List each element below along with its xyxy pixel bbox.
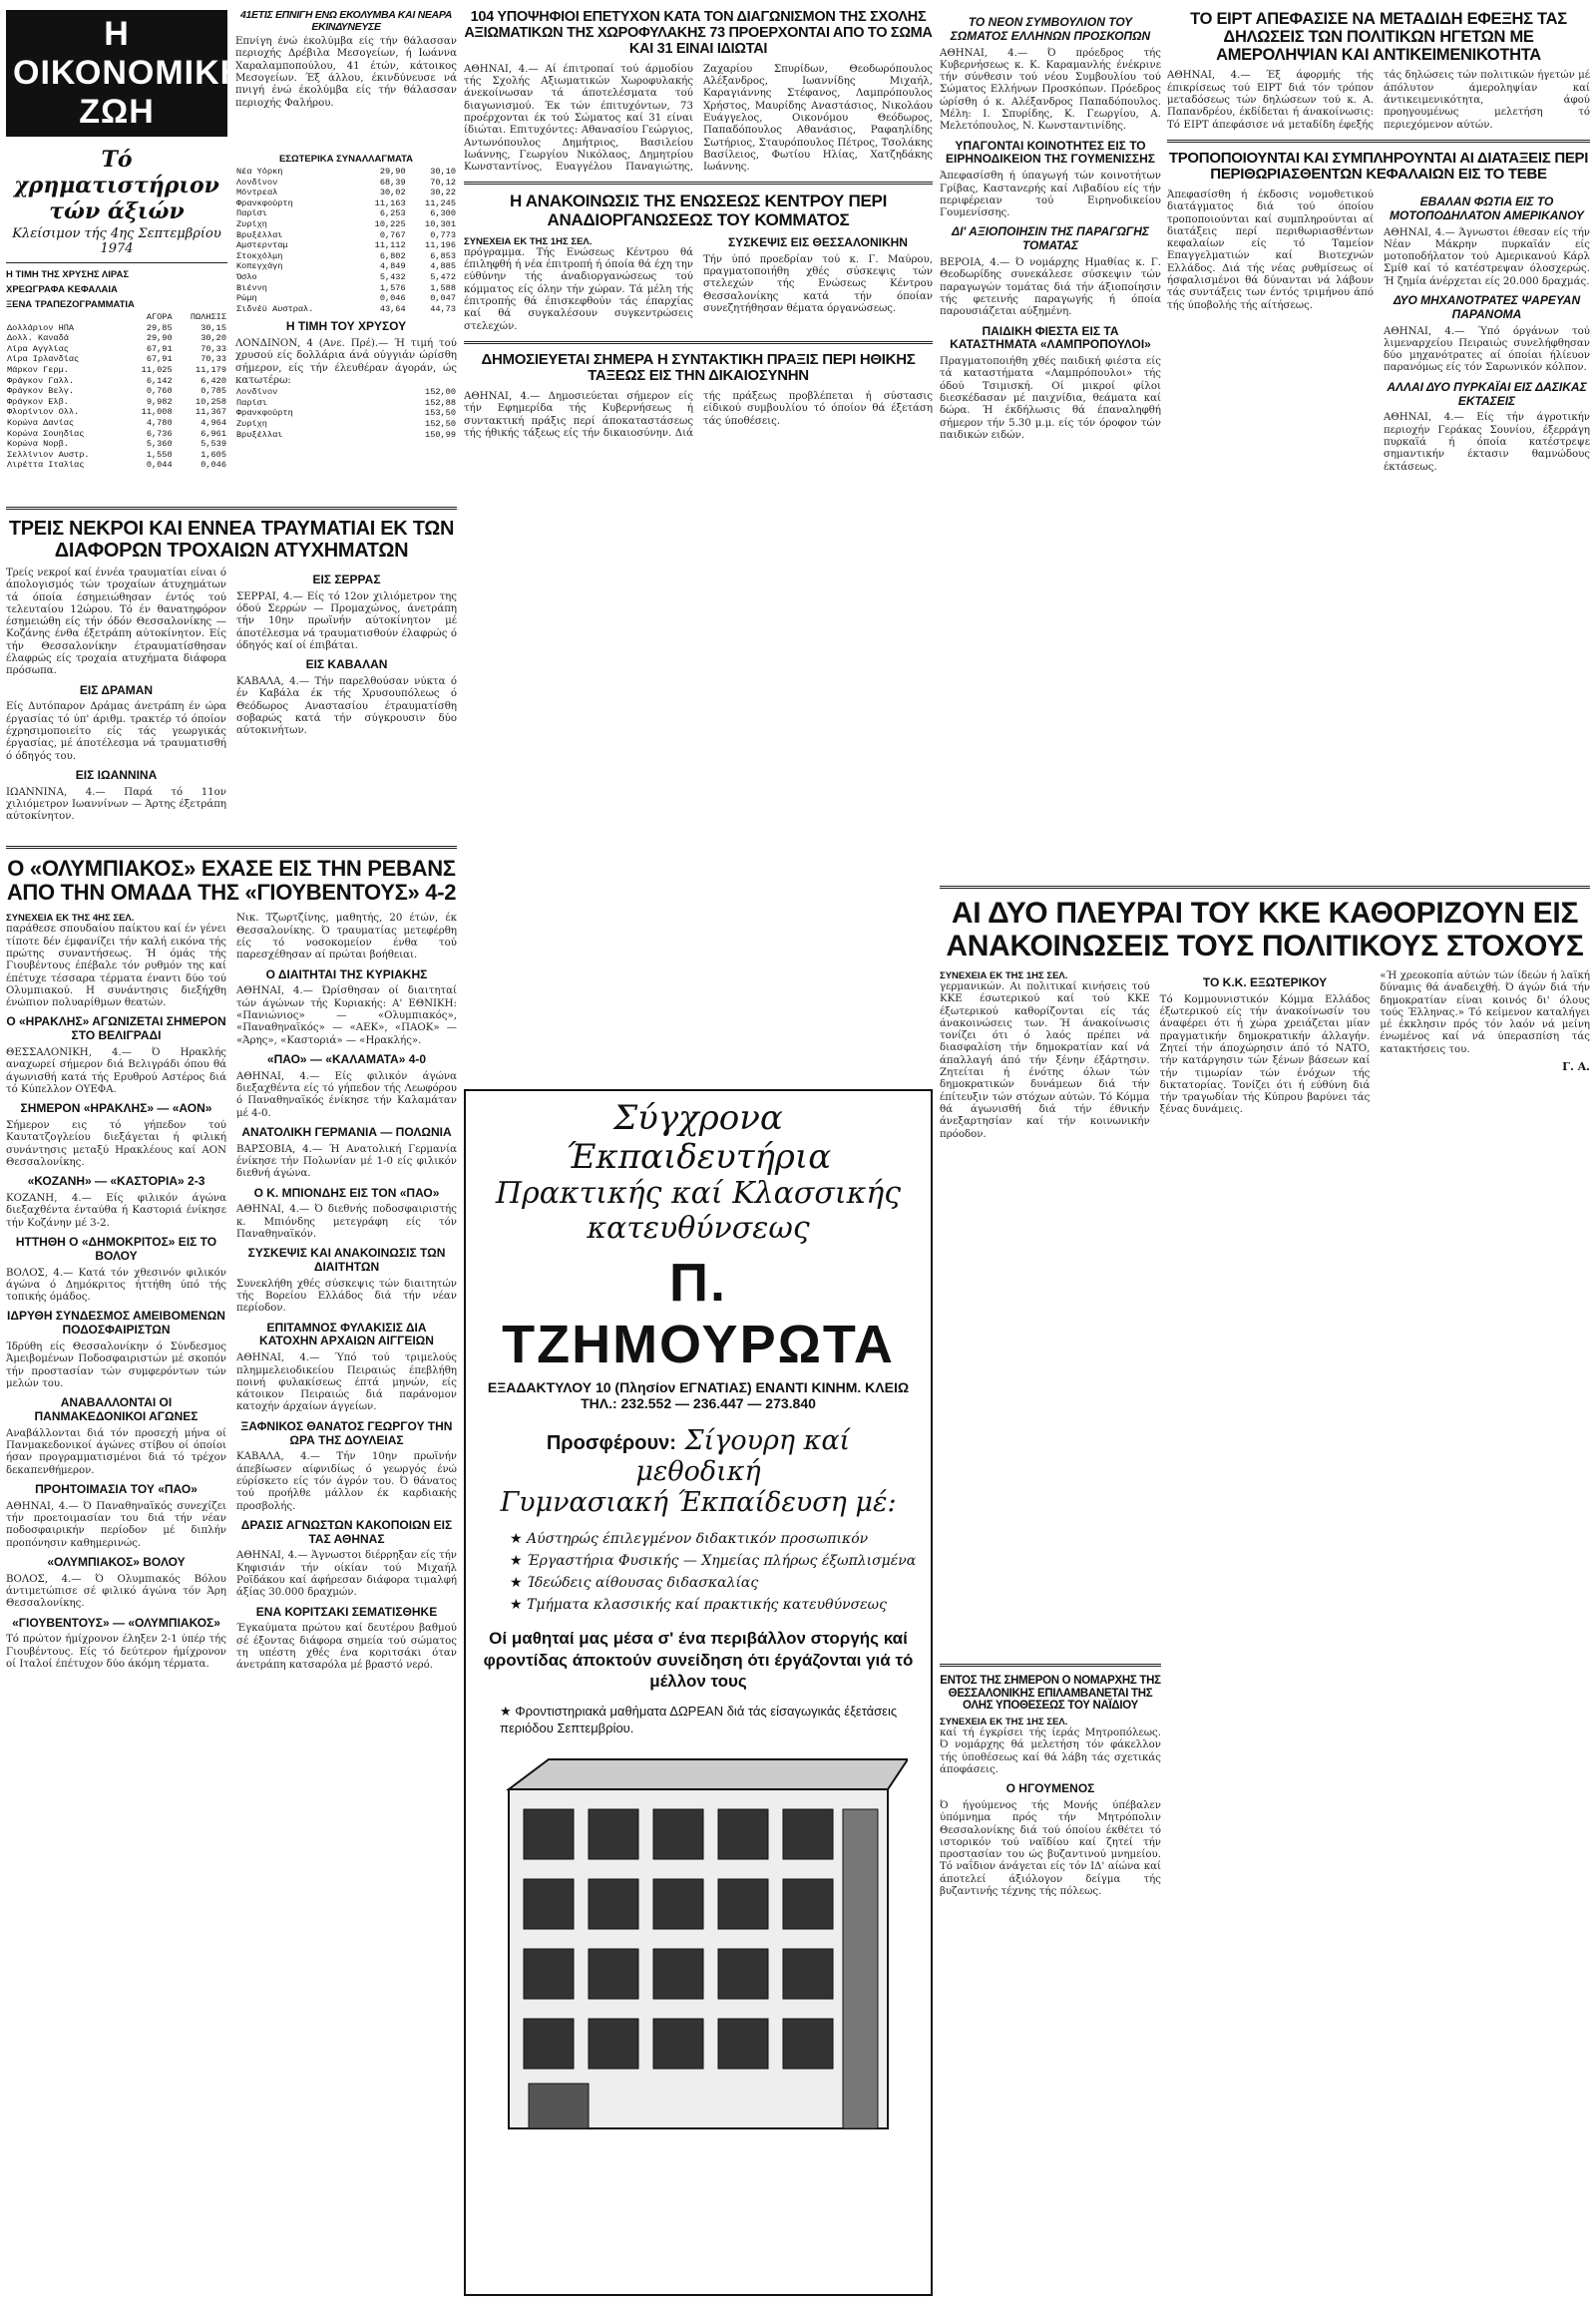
- school-building-illustration: [489, 1749, 908, 2148]
- exchange-row: Αμστερνταμ 11,112 11,196: [236, 240, 456, 251]
- gold-price-row: Ζυρίχη 152,50: [236, 419, 456, 430]
- ad-phones: ΤΗΛ.: 232.552 — 236.447 — 273.840: [581, 1395, 816, 1412]
- exchange-row: Παρίσι 6,253 6,300: [236, 208, 456, 219]
- ad-free-lessons: ★ Φροντιστηριακά μαθήματα ΔΩΡΕΑΝ διά τάς είσαγωγικάς έξετάσεις περιόδου Σεπτεμβρίου.: [500, 1704, 898, 1735]
- accidents-sub-serres: ΕΙΣ ΣΕΡΡΑΣ: [312, 573, 381, 586]
- exchange-row: Φρανκφούρτη 11,163 11,245: [236, 197, 456, 208]
- trawlers-headline: ΔΥΟ ΜΗΧΑΝΟΤΡΑΤΕΣ ΨΑΡΕΥΑΝ ΠΑΡΑΝΟΜΑ: [1393, 292, 1581, 321]
- column-two-briefs: 41ΕΤΙΣ ΕΠΝΙΓΗ ΕΝΩ ΕΚΟΛΥΜΒΑ ΚΑΙ ΝΕΑΡΑ ΕΚΙΝΔΥΝΕΥΣΕ Επνίγη ένώ έκολύμβα είς τήν θάλασσαν περιοχής Δρέβιλα Μεσογείων, ή Ιωάννα Χαραλαμποπούλου, 41 έτών, κάτοικος Μεσογείων. Έξ άλλου, έκινδύνευσε νά πνιγή ένώ έκολύμβα είς τήν θάλασσαν περιοχής Φαλήρου.: [235, 9, 457, 109]
- column-four-briefs: ΤΟ ΝΕΟΝ ΣΥΜΒΟΥΛΙΟΝ ΤΟΥ ΣΩΜΑΤΟΣ ΕΛΛΗΝΩΝ ΠΡΟΣΚΟΠΩΝ ΑΘΗΝΑΙ, 4.— Ό πρόεδρος τής Κυβερνήσεως κ. Κ. Καραμανλής ένέκρινε τήν σύνθεσιν τού νέου Συμβουλίου τού Σώματος Ελλήνων Προσκόπων. Πρόεδρος ώρίσθη ό κ. Αλέξανδρος Παπαδόπουλος. Μέλη: Ι. Σπυρίδης, Κ. Γεωργίου, Α. Μελετόπουλος, Ν. Κωνσταντινίδης. ΥΠΑΓΟΝΤΑΙ ΚΟΙΝΟΤΗΤΕΣ ΕΙΣ ΤΟ ΕΙΡΗΝΟΔΙΚΕΙΟΝ ΤΗΣ ΓΟΥΜΕΝΙΣΣΗΣ Άπεφασίσθη ή ύπαγωγή τών κοινοτήτων Γρίβας, Καστανερής καί Λιβαδίου είς τήν περιφέρειαν τού Ειρηνοδικείου Γουμενίσσης. ΔΙ' ΑΞΙΟΠΟΙΗΣΙΝ ΤΗΣ ΠΑΡΑΓΩΓΗΣ ΤΟΜΑΤΑΣ ΒΕΡΟΙΑ, 4.— Ό νομάρχης Ημαθίας κ. Γ. Θεοδωρίδης συνεκάλεσε σύσκεψιν τών παραγωγών τομάτας διά τήν άξιοποίησιν τής φετεινής παραγωγής ή όποία παρουσιάζεται αύξημένη. ΠΑΙΔΙΚΗ ΦΙΕΣΤΑ ΕΙΣ ΤΑ ΚΑΤΑΣΤΗΜΑΤΑ «ΛΑΜΠΡΟΠΟΥΛΟΙ» Πραγματοποιήθη χθές παιδική φιέστα είς τά καταστήματα «Λαμπρόπουλοι» τής όδού Τσιμισκή. Οί μικροί φίλοι διεσκέδασαν μέ παιχνίδια, θεάματα καί δώρα. Ή έκδήλωσις θά έπαναληφθή σήμερον τήν 5.30 μ.μ. είς τόν όροφον τών παιδικών ειδών.: [940, 15, 1161, 441]
- foreign-note-row: Δολλ. Καναδά 29,90 30,20: [7, 333, 226, 344]
- olympiakos-headline: Ο «ΟΛΥΜΠΙΑΚΟΣ» ΕΧΑΣΕ ΕΙΣ ΤΗΝ ΡΕΒΑΝΣ ΑΠΟ ΤΗΝ ΟΜΑΔΑ ΤΗΣ «ΓΙΟΥΒΕΝΤΟΥΣ» 4-2: [6, 856, 457, 906]
- nomarch-headline: ΕΝΤΟΣ ΤΗΣ ΣΗΜΕΡΟΝ Ο ΝΟΜΑΡΧΗΣ ΤΗΣ ΘΕΣΣΑΛΟΝΙΚΗΣ ΕΠΙΛΑΜΒΑΝΕΤΑΙ ΤΗΣ ΟΛΗΣ ΥΠΟΘΕΣΕΩΣ ΤΟΥ ΝΑΪΔΙΟΥ: [940, 1675, 1161, 1713]
- gold-price-row: Βρυξέλλαι 150,99: [236, 429, 456, 440]
- foreign-note-row: Φράγκον Ελβ. 9,982 10,258: [7, 396, 226, 407]
- exchange-row: Ρώμη 0,046 0,047: [236, 293, 456, 304]
- wildfires-headline: ΑΛΛΑΙ ΔΥΟ ΠΥΡΚΑΪΑΙ ΕΙΣ ΔΑΣΙΚΑΣ ΕΚΤΑΣΕΙΣ: [1387, 379, 1587, 408]
- exchange-column: [235, 150, 457, 440]
- kke-article: ΑΙ ΔΥΟ ΠΛΕΥΡΑΙ ΤΟΥ ΚΚΕ ΚΑΘΟΡΙΖΟΥΝ ΕΙΣ ΑΝΑΚΟΙΝΩΣΕΙΣ ΤΟΥΣ ΠΟΛΙΤΙΚΟΥΣ ΣΤΟΧΟΥΣ ΣΥΝΕΧΕΙΑ ΕΚ ΤΗΣ 1ΗΣ ΣΕΛ. γερμανικών. Αι πολιτικαί κινήσεις τού ΚΚΕ έσωτερικού καί τού ΚΚΕ έξωτερικού καθορίζονται είς τάς άνακοινώσεις των. Ή άνακοίνωσις τονίζει ότι ό λαός πρέπει νά διασφαλίση τήν δημοκρατίαν καί νά άπαλλαγή άπό τήν ξένην έξάρτησιν. Ζητείται ή ένότης όλων τών δημοκρατικών δυνάμεων διά τήν έπίτευξιν τών στόχων αύτών. Τό Κόμμα θά άγωνισθή διά τήν έθνικήν άνεξαρτησίαν καί τήν κοινωνικήν πρόοδον. ΤΟ Κ.Κ. ΕΞΩΤΕΡΙΚΟΥ Τό Κομμουνιστικόν Κόμμα Ελλάδος έξωτερικού είς τήν άνακοίνωσίν του άναφέρει ότι ή χώρα χρειάζεται μίαν πραγματικήν δημοκρατικήν άλλαγήν. Ζητεί τήν άποχώρησιν άπό τό ΝΑΤΟ, τήν κατάργησιν τών ξένων βάσεων καί τήν τιμωρίαν τών ένόχων τής δικτατορίας. Τονίζει ότι ή εύθύνη διά τήν τραγωδίαν τής Κύπρου βαρύνει τάς ξένας δυνάμεις. «Ή χρεοκοπία αύτών τών ίδεών ή λαϊκή δύναμις θά άναδειχθή. Ό άγών διά τήν δημοκρατίαν είναι κοινός δι' όλους τούς Έλληνας.» Τό κείμενον καταλήγει μέ έκκλησιν πρός τόν λαόν νά μείνη ένωμένος καί νά ύπερασπίση τάς κατακτήσεις του. Γ. Α.: [940, 878, 1590, 1141]
- foreign-note-row: Δολλάριον ΗΠΑ 29,85 30,15: [7, 322, 226, 333]
- foreign-note-row: Λίρα Αγγλίας 67,91 70,33: [7, 343, 226, 354]
- accidents-headline: ΤΡΕΙΣ ΝΕΚΡΟΙ ΚΑΙ ΕΝΝΕΑ ΤΡΑΥΜΑΤΙΑΙ ΕΚ ΤΩΝ ΔΙΑΦΟΡΩΝ ΤΡΟΧΑΙΩΝ ΑΤΥΧΗΜΑΤΩΝ: [8, 518, 455, 562]
- exchange-row: Ζυρίχη 10,225 10,301: [236, 218, 456, 229]
- foreign-note-row: Λίρα Ιρλανδίας 67,91 70,33: [7, 354, 226, 365]
- fiesta-headline: ΠΑΙΔΙΚΗ ΦΙΕΣΤΑ ΕΙΣ ΤΑ ΚΑΤΑΣΤΗΜΑΤΑ «ΛΑΜΠΡΟΠΟΥΛΟΙ»: [950, 323, 1151, 352]
- fire-headline: ΕΒΑΛΑΝ ΦΩΤΙΑ ΕΙΣ ΤΟ ΜΟΤΟΠΟΔΗΛΑΤΟΝ ΑΜΕΡΙΚΑΝΟΥ: [1390, 193, 1584, 222]
- ad-environment-text: Οί μαθηταί μας μέσα σ' ένα περιβάλλον στοργής καί φροντίδας άποκτούν συνείδηση ότι έργάζονται γιά τό μέλλον τους: [483, 1629, 914, 1691]
- gold-price-title: Η ΤΙΜΗ ΤΟΥ ΧΡΥΣΟΥ: [285, 319, 407, 334]
- exchange-table: [235, 167, 457, 314]
- foreign-notes-title: ΞΕΝΑ ΤΡΑΠΕΖΟΓΡΑΜΜΑΤΙΑ: [6, 299, 135, 310]
- eirt-article: ΤΟ ΕΙΡΤ ΑΠΕΦΑΣΙΣΕ ΝΑ ΜΕΤΑΔΙΔΗ ΕΦΕΞΗΣ ΤΑΣ ΔΗΛΩΣΕΙΣ ΤΩΝ ΠΟΛΙΤΙΚΩΝ ΗΓΕΤΩΝ ΜΕ ΑΜΕΡΟΛΗΨΙΑΝ ΚΑΙ ΑΝΤΙΚΕΙΜΕΝΙΚΟΤΗΤΑ ΑΘΗΝΑΙ, 4.— Έξ άφορμής τής έπικρίσεως τού ΕΙΡΤ διά τόν τρόπον μεταδόσεως τών δηλώσεων τού κ. Α. Παπανδρέου, έκδίδεται ή άνακοίνωσις: Τό ΕΙΡΤ άπεφάσισε νά μεταδίδη έφεξής τάς δηλώσεις τών πολιτικών ήγετών μέ άπόλυτον άμεροληψίαν καί άντικειμενικότητα, άφού προηγουμένως μελετήση τό περιεχόμενον αύτών. ΤΡΟΠΟΠΟΙΟΥΝΤΑΙ ΚΑΙ ΣΥΜΠΛΗΡΟΥΝΤΑΙ ΑΙ ΔΙΑΤΑΞΕΙΣ ΠΕΡΙ ΠΕΡΙΘΩΡΙΑΣΘΕΝΤΩΝ ΚΕΦΑΛΑΙΩΝ ΕΙΣ ΤΟ ΤΕΒΕ Άπεφασίσθη ή έκδοσις νομοθετικού διατάγματος διά τού όποίου τροποποιούνται καί συμπληρούνται αί διατάξεις περί περιθωριασθέντων κεφαλαίων είς τό Ταμείον Επαγγελματιών καί Βιοτεχνών Ελλάδος. Διά τής νέας ρυθμίσεως οί ήσφαλισμένοι θά δύνανται νά λάβουν τάς συντάξεις των έντός τριμήνου άπό τής ύποβολής τής αίτήσεως. ΕΒΑΛΑΝ ΦΩΤΙΑ ΕΙΣ ΤΟ ΜΟΤΟΠΟΔΗΛΑΤΟΝ ΑΜΕΡΙΚΑΝΟΥ ΑΘΗΝΑΙ, 4.— Άγνωστοι έθεσαν είς τήν Νέαν Μάκρην πυρκαϊάν είς μοτοποδήλατον τού Αμερικανού Κάρλ Σμίθ καί τό κατέστρεψαν όλοσχερώς. Ή ζημία άνέρχεται είς 20.000 δραχμάς. ΔΥΟ ΜΗΧΑΝΟΤΡΑΤΕΣ ΨΑΡΕΥΑΝ ΠΑΡΑΝΟΜΑ ΑΘΗΝΑΙ, 4.— Ύπό όργάνων τού λιμεναρχείου Πειραιώς συνελήφθησαν δύο μηχανότρατες αί όποίαι ήλίευον παρανόμως είς τόν Σαρωνικόν κόλπον. ΑΛΛΑΙ ΔΥΟ ΠΥΡΚΑΪΑΙ ΕΙΣ ΔΑΣΙΚΑΣ ΕΚΤΑΣΕΙΣ ΑΘΗΝΑΙ, 4.— Είς τήν άγροτικήν περιοχήν Γεράκας Σουνίου, έξερράγη πυρκαϊά ή όποία κατέστρεψε σημαντικήν έκτασιν θαμνώδους έκτάσεως.: [1167, 10, 1590, 473]
- foreign-note-row: Φράγκον Γαλλ. 6,142 6,420: [7, 375, 226, 386]
- gold-price-row: Λονδίνον 152,00: [236, 387, 456, 398]
- foreign-note-row: Φλορίνιον Ολλ. 11,008 11,367: [7, 407, 226, 418]
- justice-act-headline: ΔΗΜΟΣΙΕΥΕΤΑΙ ΣΗΜΕΡΑ Η ΣΥΝΤΑΚΤΙΚΗ ΠΡΑΞΙΣ ΠΕΡΙ ΗΘΙΚΗΣ ΤΑΞΕΩΣ ΕΙΣ ΤΗΝ ΔΙΚΑΙΟΣΥΝΗΝ: [481, 350, 916, 385]
- foreign-note-row: Λιρέττα Ιταλίας 0,044 0,046: [7, 460, 226, 471]
- foreign-note-row: Μάρκον Γερμ. 11,025 11,179: [7, 364, 226, 375]
- foreign-note-row: Κορώνα Δανίας 4,780 4,964: [7, 417, 226, 428]
- exchange-row: Βρυξέλλαι 0,767 0,773: [236, 229, 456, 240]
- tebe-headline: ΤΡΟΠΟΠΟΙΟΥΝΤΑΙ ΚΑΙ ΣΥΜΠΛΗΡΟΥΝΤΑΙ ΑΙ ΔΙΑΤΑΞΕΙΣ ΠΕΡΙ ΠΕΡΙΘΩΡΙΑΣΘΕΝΤΩΝ ΚΕΦΑΛΑΙΩΝ ΕΙΣ ΤΟ ΤΕΒΕ: [1168, 149, 1589, 184]
- olympiakos-article: Ο «ΟΛΥΜΠΙΑΚΟΣ» ΕΧΑΣΕ ΕΙΣ ΤΗΝ ΡΕΒΑΝΣ ΑΠΟ ΤΗΝ ΟΜΑΔΑ ΤΗΣ «ΓΙΟΥΒΕΝΤΟΥΣ» 4-2 ΣΥΝΕΧΕΙΑ ΕΚ ΤΗΣ 4ΗΣ ΣΕΛ. παράθεσε σπουδαίου παίκτου καί έν γένει τίποτε δέν έμφανίζει τήν καλή εικόνα τής πρώτης συναντήσεως. Ή όμάς τής Γιουβέντους έπέβαλε τόν ρυθμόν της καί έπέτυχε τέσσαρα τέρματα έναντι δύο τού Ολυμπιακού. Η συνάντησις διεξήχθη ένώπιον πολυαρίθμων θεατών. Ο «ΗΡΑΚΛΗΣ» ΑΓΩΝΙΖΕΤΑΙ ΣΗΜΕΡΟΝ ΣΤΟ ΒΕΛΙΓΡΑΔΙ ΘΕΣΣΑΛΟΝΙΚΗ, 4.— Ό Ηρακλής αναχωρεί σήμερον διά Βελιγράδι όπου θά άγωνισθή κατά τής Ερυθρού Αστέρος διά τό Κύπελλον ΟΥΕΦΑ. ΣΗΜΕΡΟΝ «ΗΡΑΚΛΗΣ» — «ΑΟΝ» Σήμερον εις τό γήπεδον τού Καυτατζογλείου διεξάγεται ή φιλική συνάντησις μεταξύ Ηρακλέους καί ΑΟΝ Θεσσαλονίκης. «ΚΟΖΑΝΗ» — «ΚΑΣΤΟΡΙΑ» 2-3 ΚΟΖΑΝΗ, 4.— Είς φιλικόν άγώνα διεξαχθέντα ένταύθα ή Καστοριά ένίκησε τήν Κοζάνην μέ 3-2. ΗΤΤΗΘΗ Ο «ΔΗΜΟΚΡΙΤΟΣ» ΕΙΣ ΤΟ ΒΟΛΟΥ ΒΟΛΟΣ, 4.— Κατά τόν χθεσινόν φιλικόν άγώνα ό Δημόκριτος ήττήθη ύπό τής τοπικής όμάδος. ΙΔΡΥΘΗ ΣΥΝΔΕΣΜΟΣ ΑΜΕΙΒΟΜΕΝΩΝ ΠΟΔΟΣΦΑΙΡΙΣΤΩΝ Ίδρύθη είς Θεσσαλονίκην ό Σύνδεσμος Άμειβομένων Ποδοσφαιριστών μέ σκοπόν τήν προστασίαν τών συμφερόντων τών μελών του. ΑΝΑΒΑΛΛΟΝΤΑΙ ΟΙ ΠΑΝΜΑΚΕΔΟΝΙΚΟΙ ΑΓΩΝΕΣ Αναβάλλονται διά τόν προσεχή μήνα οί Πανμακεδονικοί άγώνες στίβου οί όποίοι ήσαν προγραμματισμένοι διά τό τρέχον δεκαπενθήμερον. ΠΡΟΗΤΟΙΜΑΣΙΑ ΤΟΥ «ΠΑΟ» ΑΘΗΝΑΙ, 4.— Ό Παναθηναϊκός συνεχίζει τήν προετοιμασίαν του διά τήν νέαν ποδοσφαιρικήν περίοδον μέ διπλήν προπόνησιν καθημερινώς. «ΟΛΥΜΠΙΑΚΟΣ» ΒΟΛΟΥ ΒΟΛΟΣ, 4.— Ό Ολυμπιακός Βόλου άντιμετώπισε σέ φιλικό άγώνα τόν Άρη Θεσσαλονίκης. «ΓΙΟΥΒΕΝΤΟΥΣ» — «ΟΛΥΜΠΙΑΚΟΣ» Τό πρώτον ήμίχρονον έληξεν 2-1 ύπέρ τής Γιουβέντους. Είς τό δεύτερον ήμίχρονον οί Ιταλοί έπέτυχον δύο άκόμη τέρματα. Νικ. Τζωρτζίνης, μαθητής, 20 έτών, έκ Θεσσαλονίκης. Ό τραυματίας μετεφέρθη είς τό νοσοκομείον ένθα τού παρεσχέθησαν αί πρώται βοήθειαι. Ο ΔΙΑΙΤΗΤΑΙ ΤΗΣ ΚΥΡΙΑΚΗΣ ΑΘΗΝΑΙ, 4.— Ώρίσθησαν οί διαιτηταί τών άγώνων τής Κυριακής: Α' ΕΘΝΙΚΗ: «Πανιώνιος» — «Ολυμπιακός», «Παναθηναϊκός» — «ΑΕΚ», «ΠΑΟΚ» — «Άρης», «Καστοριά» — «Ηρακλής». «ΠΑΟ» — «ΚΑΛΑΜΑΤΑ» 4-0 ΑΘΗΝΑΙ, 4.— Είς φιλικόν άγώνα διεξαχθέντα είς τό γήπεδον τής Λεωφόρου ό Παναθηναϊκός ένίκησε τήν Καλαμάταν μέ 4-0. ΑΝΑΤΟΛΙΚΗ ΓΕΡΜΑΝΙΑ — ΠΟΛΩΝΙΑ ΒΑΡΣΟΒΙΑ, 4.— Ή Ανατολική Γερμανία ένίκησε τήν Πολωνίαν μέ 1-0 είς φιλικόν διεθνή άγώνα. Ο Κ. ΜΠΙΟΝΔΗΣ ΕΙΣ ΤΟΝ «ΠΑΟ» ΑΘΗΝΑΙ, 4.— Ό διεθνής ποδοσφαιριστής κ. Μπιόνδης μετεγράφη είς τόν Παναθηναϊκόν. ΣΥΣΚΕΨΙΣ ΚΑΙ ΑΝΑΚΟΙΝΩΣΙΣ ΤΩΝ ΔΙΑΙΤΗΤΩΝ Συνεκλήθη χθές σύσκεψις τών διαιτητών τής Βορείου Ελλάδος διά τήν νέαν περίοδον. ΕΠΙΤΑΜΝΟΣ ΦΥΛΑΚΙΣΙΣ ΔΙΑ ΚΑΤΟΧΗΝ ΑΡΧΑΙΩΝ ΑΙΓΓΕΙΩΝ ΑΘΗΝΑΙ, 4.— Ύπό τού τριμελούς πλημμελειοδικείου Πειραιώς έπεβλήθη ποινή φυλακίσεως έπτά μηνών, είς κάτοικον Πειραιώς διά παράνομον κατοχήν άρχαίων άγγείων. ΞΑΦΝΙΚΟΣ ΘΑΝΑΤΟΣ ΓΕΩΡΓΟΥ ΤΗΝ ΩΡΑ ΤΗΣ ΔΟΥΛΕΙΑΣ ΚΑΒΑΛΑ, 4.— Τήν 10ην πρωϊνήν άπεβίωσεν αίφνιδίως ό γεωργός ένώ εύρίσκετο είς τόν άγρόν του. Ό θάνατος τού προήλθε μάλλον έκ καρδιακής προσβολής. ΔΡΑΣΙΣ ΑΓΝΩΣΤΩΝ ΚΑΚΟΠΟΙΩΝ ΕΙΣ ΤΑΣ ΑΘΗΝΑΣ ΑΘΗΝΑΙ, 4.— Άγνωστοι διέρρηξαν είς τήν Κηφισιάν τήν οίκίαν τού Μιχαήλ Ροϊδάκου καί άφήρεσαν διάφορα τιμαλφή άξίας 30.000 δραχμών. ΕΝΑ ΚΟΡΙΤΣΑΚΙ ΣΕΜΑΤΙΣΘΗΚΕ Έγκαύματα πρώτου καί δευτέρου βαθμού σέ έξοντας διάφορα σημεία τού σώματος τη υπέστη χθές ένα κοριτσάκι όταν άνετράπη κατσαρόλα μέ βραστό νερό.: [6, 838, 457, 1673]
- exchange-row: Κοπεγχάγη 4,849 4,885: [236, 261, 456, 272]
- eirt-headline: ΤΟ ΕΙΡΤ ΑΠΕΦΑΣΙΣΕ ΝΑ ΜΕΤΑΔΙΔΗ ΕΦΕΞΗΣ ΤΑΣ ΔΗΛΩΣΕΙΣ ΤΩΝ ΠΟΛΙΤΙΚΩΝ ΗΓΕΤΩΝ ΜΕ ΑΜΕΡΟΛΗΨΙΑΝ ΚΑΙ ΑΝΤΙΚΕΙΜΕΝΙΚΟΤΗΤΑ: [1190, 10, 1567, 65]
- gold-sovereign-title: Η ΤΙΜΗ ΤΗΣ ΧΡΥΣΗΣ ΛΙΡΑΣ: [6, 269, 130, 280]
- exchange-row: Στοκχόλμη 6,802 6,853: [236, 250, 456, 261]
- exchange-row: Λονδίνον 68,39 70,12: [236, 177, 456, 188]
- courts-headline: ΥΠΑΓΟΝΤΑΙ ΚΟΙΝΟΤΗΤΕΣ ΕΙΣ ΤΟ ΕΙΡΗΝΟΔΙΚΕΙΟΝ ΤΗΣ ΓΟΥΜΕΝΙΣΣΗΣ: [946, 138, 1155, 167]
- foreign-notes-table: ΑΓΟΡΑ ΠΩΛΗΣΙΣ Δολλάριον ΗΠΑ 29,85 30,15 Δολλ. Καναδά 29,90 30,20 Λίρα Αγγλίας 67,91 70,33 Λίρα Ιρλανδίας 67,91 70,33 Μάρκον Γερμ. 11,025 11,179 Φράγκον Γαλλ. 6,142 6,420 Φράγκον Βελγ. 0,760 0,785 Φράγκον Ελβ. 9,982 10,258 Φλορίνιον Ολλ. 11,008 11,367 Κορώνα Δανίας 4,780 4,964 Κορώνα Σουηδίας 6,736 6,961 Κορώνα Νορβ. 5,360 5,539 Σελλίνιον Αυστρ. 1,550 1,605 Λιρέττα Ιταλίας 0,044 0,046: [7, 312, 226, 471]
- gold-price-table: [235, 387, 457, 440]
- ad-address: ΕΞΑΔΑΚΤΥΛΟΥ 10 (Πλησίον ΕΓΝΑΤΙΑΣ) ΕΝΑΝΤΙ ΚΙΝΗΜ. ΚΛΕΙΩ: [487, 1379, 910, 1396]
- gold-price-row: Παρίσι 152,88: [236, 397, 456, 408]
- exchange-row: Βιέννη 1,576 1,588: [236, 282, 456, 293]
- gold-price-text: ΛΟΝΔΙΝΟΝ, 4 (Ανε. Πρέ).— Ή τιμή τού χρυσού είς δολλάρια άνά ούγγιάν ώρίσθη σήμερον, είς τήν έλευθέραν άγοράν, ώς κατωτέρω:: [235, 338, 457, 386]
- gold-price-row: Φρανκφούρτη 153,50: [236, 408, 456, 419]
- economy-masthead: Η ΟΙΚΟΝΟΜΙΚΗ ΖΩΗ: [6, 10, 227, 137]
- scouts-headline: ΤΟ ΝΕΟΝ ΣΥΜΒΟΥΛΙΟΝ ΤΟΥ ΣΩΜΑΤΟΣ ΕΛΛΗΝΩΝ ΠΡΟΣΚΟΠΩΝ: [950, 15, 1151, 43]
- accidents-sub-kavala: ΕΙΣ ΚΑΒΑΛΑΝ: [305, 657, 388, 672]
- ad-features-list: ★ Αύστηρώς έπιλεγμένον διδακτικόν προσωπικόν ★ Έργαστήρια Φυσικής — Χημείας πλήρως έξωπλισμένα ★ Ίδεώδεις αίθουσας διδασκαλίας ★ Τμήματα κλασσικής καί πρακτικής κατευθύνσεως: [510, 1528, 917, 1616]
- accidents-sub-ioannina: ΕΙΣ ΙΩΑΝΝΙΝΑ: [75, 767, 158, 782]
- exchange-row: Νέα Υόρκη 29,90 30,10: [236, 167, 456, 177]
- foreign-note-row: Σελλίνιον Αυστρ. 1,550 1,605: [7, 449, 226, 460]
- accidents-sub-drama: ΕΙΣ ΔΡΑΜΑΝ: [79, 682, 154, 697]
- economy-column: [6, 10, 246, 471]
- foreign-note-row: Κορώνα Σουηδίας 6,736 6,961: [7, 428, 226, 439]
- accidents-text: Τρείς νεκροί καί έννέα τραυματίαι είναι ό άπολογισμός τών τροχαίων άτυχημάτων τά όποία έσημειώθησαν έντός τού τελευταίου 12ώρου. Τό έν θανατηφόρον έσημειώθη είς τήν όδόν Θεσσαλονίκης — Κοζάνης ένθα έξετράπη αύτοκίνητον. Είς τήν Θεσσαλονίκην έτραυματίσθησαν έλαφρώς είς τροχαία ατυχήματα διάφορα πρόσωπα.: [6, 568, 226, 677]
- loans-title: ΧΡΕΩΓΡΑΦΑ ΚΕΦΑΛΑΙΑ: [6, 284, 118, 295]
- exchange-row: Σιδνέϋ Αυστραλ. 43,64 44,73: [236, 303, 456, 314]
- police-academy-article: 104 ΥΠΟΨΗΦΙΟΙ ΕΠΕΤΥΧΟΝ ΚΑΤΑ ΤΟΝ ΔΙΑΓΩΝΙΣΜΟΝ ΤΗΣ ΣΧΟΛΗΣ ΑΞΙΩΜΑΤΙΚΩΝ ΤΗΣ ΧΩΡΟΦΥΛΑΚΗΣ 73 ΠΡΟΕΡΧΟΝΤΑΙ ΑΠΟ ΤΟ ΣΩΜΑ ΚΑΙ 31 ΕΙΝΑΙ ΙΔΙΩΤΑΙ ΑΘΗΝΑΙ, 4.— Αί έπιτροπαί τού άρμοδίου τής Σχολής Αξιωματικών Χωροφυλακής άνεκοίνωσαν τά άποτελέσματα τού διαγωνισμού. Έκ τών έπιτυχόντων, 73 προέρχονται έκ τού Σώματος καί 31 είναι ίδιώται. Επιτυχόντες: Αθανασίου Γεώργιος, Αντωνόπουλος Δημήτριος, Βασιλείου Ιωάννης, Γεωργίου Νικόλαος, Δημητρίου Κωνσταντίνος, Ευαγγέλου Παναγιώτης, Ζαχαρίου Σπυρίδων, Θεοδωρόπουλος Αλέξανδρος, Ιωαννίδης Μιχαήλ, Καραγιάννης Στέφανος, Λαμπρόπουλος Χρήστος, Μαυρίδης Αναστάσιος, Νικολάου Ευάγγελος, Οικονόμου Θεόδωρος, Παπαδόπουλος Αθανάσιος, Ραφαηλίδης Σωτήριος, Σταυρόπουλος Πέτρος, Τσολάκης Βασίλειος, Φωτίου Ηλίας, Χατζηδάκης Ιωάννης. Η ΑΝΑΚΟΙΝΩΣΙΣ ΤΗΣ ΕΝΩΣΕΩΣ ΚΕΝΤΡΟΥ ΠΕΡΙ ΑΝΑΔΙΟΡΓΑΝΩΣΕΩΣ ΤΟΥ ΚΟΜΜΑΤΟΣ ΣΥΝΕΧΕΙΑ ΕΚ ΤΗΣ 1ΗΣ ΣΕΛ. πρόγραμμα. Τής Ενώσεως Κέντρου θά έπιληφθή ή νέα έπιτροπή ή όποία θά έχη την εύθύνην τής άναδιοργανώσεως τού κόμματος είς όλην τήν χώραν. Τά μέλη τής έπιτροπής θά έπισκεφθούν τάς έπαρχίας καί θά συγκαλέσουν συγκεντρώσεις στελεχών. ΣΥΣΚΕΨΙΣ ΕΙΣ ΘΕΣΣΑΛΟΝΙΚΗΝ Τήν ύπό προεδρίαν τού κ. Γ. Μαύρου, πραγματοποιήθη χθές σύσκεψις τών στελεχών τής Ενώσεως Κέντρου Θεσσαλονίκης κατά τήν όποίαν συνεζητήθησαν θέματα όργανώσεως. ΔΗΜΟΣΙΕΥΕΤΑΙ ΣΗΜΕΡΑ Η ΣΥΝΤΑΚΤΙΚΗ ΠΡΑΞΙΣ ΠΕΡΙ ΗΘΙΚΗΣ ΤΑΞΕΩΣ ΕΙΣ ΤΗΝ ΔΙΚΑΙΟΣΥΝΗΝ ΑΘΗΝΑΙ, 4.— Δημοσιεύεται σήμερον είς τήν Εφημερίδα τής Κυβερνήσεως ή συντακτική πράξις περί άποκαταστάσεως τής ήθικής τάξεως είς τήν δικαιοσύνην. Διά τής πράξεως προβλέπεται ή σύστασις είδικού συμβουλίου τό όποίον θά έξετάση τάς ύποθέσεις.: [464, 9, 933, 439]
- kke-signature: Γ. Α.: [1562, 1060, 1591, 1074]
- police-academy-headline: 104 ΥΠΟΨΗΦΙΟΙ ΕΠΕΤΥΧΟΝ ΚΑΤΑ ΤΟΝ ΔΙΑΓΩΝΙΣΜΟΝ ΤΗΣ ΣΧΟΛΗΣ ΑΞΙΩΜΑΤΙΚΩΝ ΤΗΣ ΧΩΡΟΦΥΛΑΚΗΣ 73 ΠΡΟΕΡΧΟΝΤΑΙ ΑΠΟ ΤΟ ΣΩΜΑ ΚΑΙ 31 ΕΙΝΑΙ ΙΔΙΩΤΑΙ: [464, 9, 933, 57]
- exchange-title: ΕΣΩΤΕΡΙΚΑ ΣΥΝΑΛΛΑΓΜΑΤΑ: [278, 154, 414, 165]
- foreign-note-row: Φράγκον Βελγ. 0,760 0,785: [7, 386, 226, 397]
- tzimourota-school-ad: Σύγχρονα Έκπαιδευτήρια Πρακτικής καί Κλασσικής κατευθύνσεως Π. ΤΖΗΜΟΥΡΩΤΑ ΕΞΑΔΑΚΤΥΛΟΥ 10 (Πλησίον ΕΓΝΑΤΙΑΣ) ΕΝΑΝΤΙ ΚΙΝΗΜ. ΚΛΕΙΩ ΤΗΛ.: 232.552 — 236.447 — 273.840 Προσφέρουν: Σίγουρη καί μεθοδική Γυμνασιακή Έκπαίδευση μέ: ★ Αύστηρώς έπιλεγμένον διδακτικόν προσωπικόν ★ Έργαστήρια Φυσικής — Χημείας πλήρως έξωπλισμένα ★ Ίδεώδεις αίθουσας διδασκαλίας ★ Τμήματα κλασσικής καί πρακτικής κατευθύνσεως Οί μαθηταί μας μέσα σ' ένα περιβάλλον στοργής καί φροντίδας άποκτούν συνείδηση ότι έργάζονται γιά τό μέλλον τους ★ Φροντιστηριακά μαθήματα ΔΩΡΕΑΝ διά τάς είσαγωγικάς έξετάσεις περιόδου Σεπτεμβρίου.: [464, 1089, 933, 2296]
- stock-exchange-title: Τό χρηματιστήριον τών άξιών: [14, 147, 219, 224]
- foreign-note-row: Κορώνα Νορβ. 5,360 5,539: [7, 439, 226, 450]
- ad-school-name: Π. ΤΖΗΜΟΥΡΩΤΑ: [502, 1253, 895, 1375]
- kke-headline: ΑΙ ΔΥΟ ΠΛΕΥΡΑΙ ΤΟΥ ΚΚΕ ΚΑΘΟΡΙΖΟΥΝ ΕΙΣ ΑΝΑΚΟΙΝΩΣΕΙΣ ΤΟΥΣ ΠΟΛΙΤΙΚΟΥΣ ΣΤΟΧΟΥΣ: [946, 897, 1584, 962]
- drowning-headline: 41ΕΤΙΣ ΕΠΝΙΓΗ ΕΝΩ ΕΚΟΛΥΜΒΑ ΚΑΙ ΝΕΑΡΑ ΕΚΙΝΔΥΝΕΥΣΕ: [239, 9, 453, 33]
- closing-date: Κλείσιμον τής 4ης Σεπτεμβρίου 1974: [12, 226, 221, 256]
- exchange-row: Όσλο 5,432 5,472: [236, 271, 456, 282]
- tomato-headline: ΔΙ' ΑΞΙΟΠΟΙΗΣΙΝ ΤΗΣ ΠΑΡΑΓΩΓΗΣ ΤΟΜΑΤΑΣ: [952, 224, 1149, 253]
- center-union-headline: Η ΑΝΑΚΟΙΝΩΣΙΣ ΤΗΣ ΕΝΩΣΕΩΣ ΚΕΝΤΡΟΥ ΠΕΡΙ ΑΝΑΔΙΟΡΓΑΝΩΣΕΩΣ ΤΟΥ ΚΟΜΜΑΤΟΣ: [509, 192, 888, 230]
- accidents-article: ΤΡΕΙΣ ΝΕΚΡΟΙ ΚΑΙ ΕΝΝΕΑ ΤΡΑΥΜΑΤΙΑΙ ΕΚ ΤΩΝ ΔΙΑΦΟΡΩΝ ΤΡΟΧΑΙΩΝ ΑΤΥΧΗΜΑΤΩΝ Τρείς νεκροί καί έννέα τραυματίαι είναι ό άπολογισμός τών τροχαίων άτυχημάτων τά όποία έσημειώθησαν έντός τού τελευταίου 12ώρου. Τό έν θανατηφόρον έσημειώθη είς τήν όδόν Θεσσαλονίκης — Κοζάνης ένθα έξετράπη αύτοκίνητον. Είς τήν Θεσσαλονίκην έτραυματίσθησαν έλαφρώς είς τροχαία ατυχήματα διάφορα πρόσωπα. ΕΙΣ ΔΡΑΜΑΝ Είς Δυτόπαρον Δράμας άνετράπη έν ώρα έργασίας τό ύπ' άριθμ. τρακτέρ τό όποίον έχρησιμοποιείτο είς τάς γεωργικάς έργασίας, μέ άποτέλεσμα νά τραυματισθή ό όδηγός του. ΕΙΣ ΙΩΑΝΝΙΝΑ ΙΩΑΝΝΙΝΑ, 4.— Παρά τό 11ον χιλιόμετρον Ιωαννίνων — Άρτης έξετράπη αύτοκίνητον. ΕΙΣ ΣΕΡΡΑΣ ΣΕΡΡΑΙ, 4.— Είς τό 12ον χιλιόμετρον της όδού Σερρών — Προμαχώνος, άνετράπη τήν 10ην πρωϊνήν αύτοκίνητον μέ άποτέλεσμα νά τραυματισθούν έλαφρώς ό όδηγός καί οί έπιβάται. ΕΙΣ ΚΑΒΑΛΑΝ ΚΑΒΑΛΑ, 4.— Τήν παρελθούσαν νύκτα ό έν Καβάλα έκ τής Χρυσουπόλεως ό Θεόδωρος Αναστασίου έτραυματίσθη σοβαρώς κατά τήν σύγκρουσιν δύο αύτοκινήτων.: [6, 499, 457, 824]
- exchange-row: Μόντρεαλ 30,02 30,22: [236, 188, 456, 198]
- nomarch-article: ΕΝΤΟΣ ΤΗΣ ΣΗΜΕΡΟΝ Ο ΝΟΜΑΡΧΗΣ ΤΗΣ ΘΕΣΣΑΛΟΝΙΚΗΣ ΕΠΙΛΑΜΒΑΝΕΤΑΙ ΤΗΣ ΟΛΗΣ ΥΠΟΘΕΣΕΩΣ ΤΟΥ ΝΑΪΔΙΟΥ ΣΥΝΕΧΕΙΑ ΕΚ ΤΗΣ 1ΗΣ ΣΕΛ. καί τή έγκρίσει τής ίεράς Μητροπόλεως. Ό νομάρχης θά μελετήση τόν φάκελλον τής ύποθέσεως καί θά λάβη τάς σχετικάς άποφάσεις. Ο ΗΓΟΥΜΕΝΟΣ Ό ήγούμενος τής Μονής ύπέβαλεν ύπόμνημα πρός τήν Μητρόπολιν Θεσσαλονίκης διά τού όποίου έκθέτει τό ιστορικόν τού ναϊδίου καί ζητεί τήν προστασίαν του ώς βυζαντινού μνημείου. Τό ναΐδιον άνάγεται είς τόν ΙΔ' αίώνα καί άποτελεί άξιόλογον δείγμα τής βυζαντινής τέχνης τής πόλεως.: [940, 1656, 1161, 1898]
